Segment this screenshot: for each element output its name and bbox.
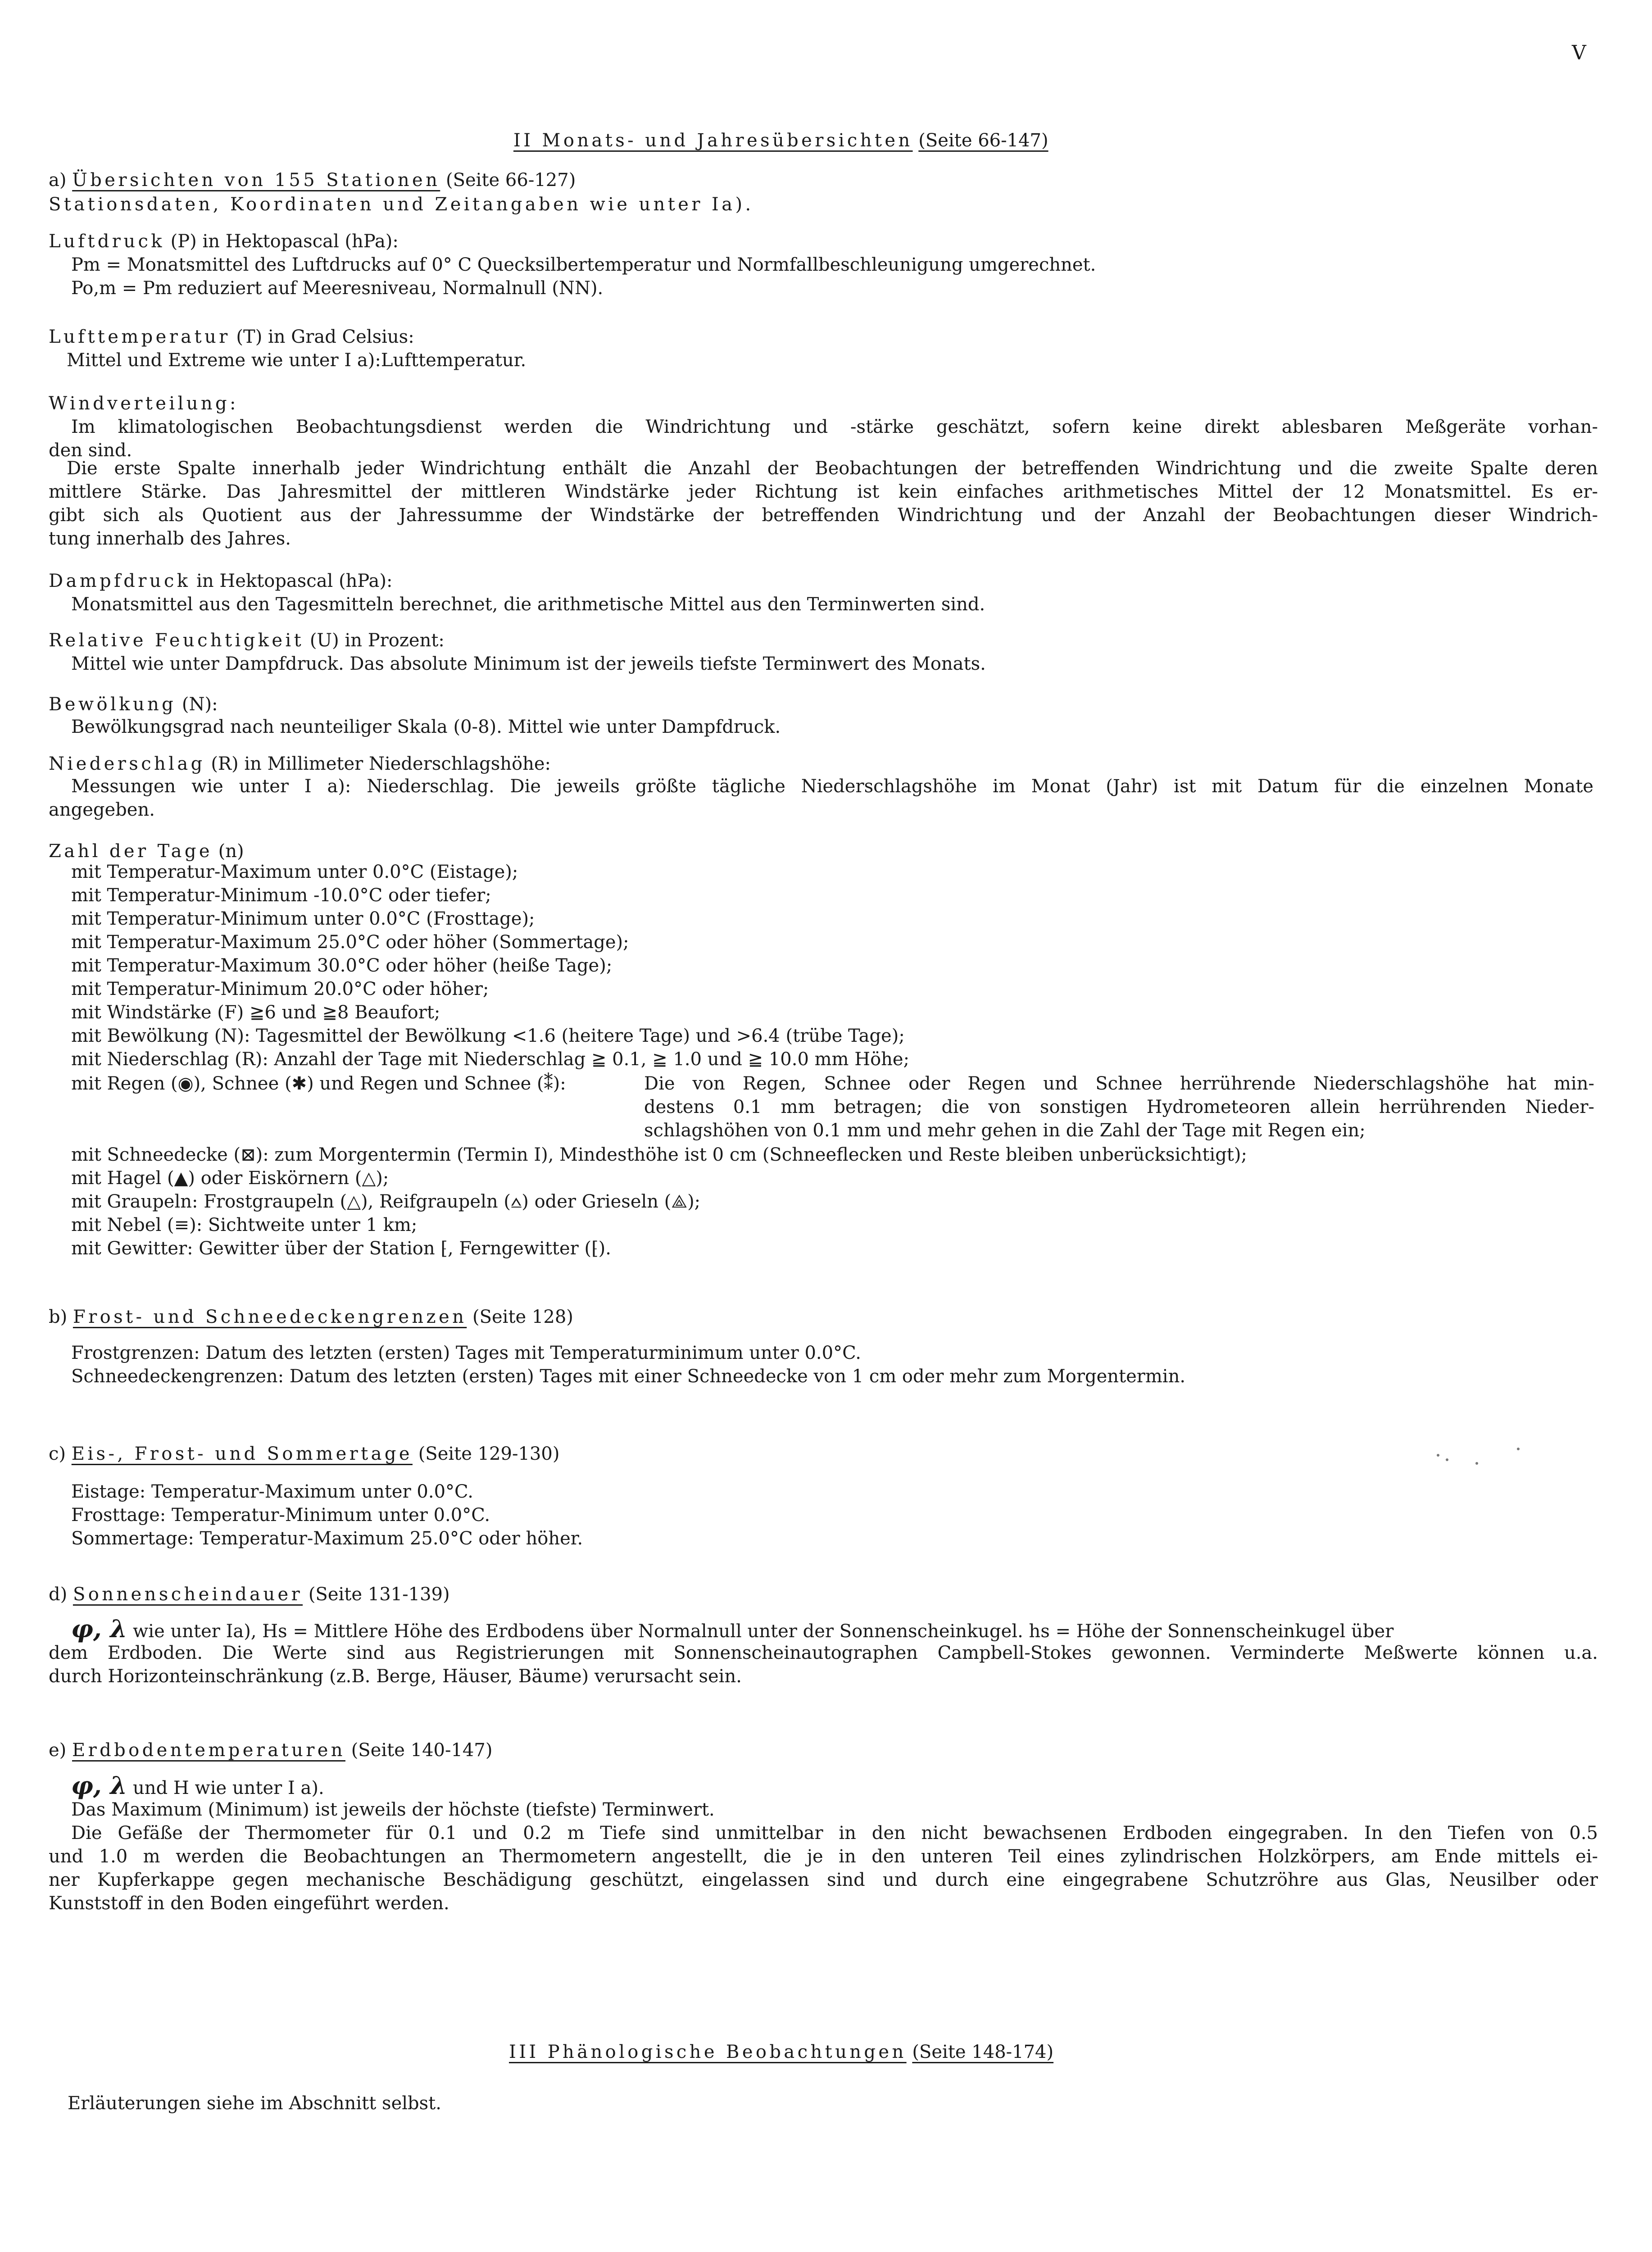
list-item: mit Schneedecke (⊠): zum Morgentermin (Termin I), Mindesthöhe ist 0 cm (Schneeflecken und Reste bleiben unberücksichtigt); [71,1144,1247,1165]
section-title: II Monats- und Jahresübersichten [513,130,913,151]
scan-speck [1446,1458,1448,1461]
list-item: mit Regen (◉), Schnee (✱) und Regen und Schnee (⁑): [71,1073,566,1094]
term-unit: (N): [182,694,218,715]
term-unit: (R) in Millimeter Niederschlagshöhe: [211,754,551,774]
subsection-title: Übersichten von 155 Stationen [72,170,440,191]
term-heading [49,752,551,776]
term-unit: in Hektopascal (hPa): [196,571,393,591]
paragraph-line: gibt sich als Quotient aus der Jahressumme der Windstärke der betreffenden Windrichtung und der Anzahl der Beobachtungen dieser Windrich- [49,505,1598,526]
term-label: Lufttemperatur [49,327,231,347]
subsection-title: Frost- und Schneedeckengrenzen [73,1307,467,1327]
term-heading [49,840,244,863]
list-item: mit Windstärke (F) ≧6 und ≧8 Beaufort; [71,1002,440,1023]
term-label: Relative Feuchtigkeit [49,630,304,651]
scan-speck [1517,1448,1520,1450]
paragraph-line: destens 0.1 mm betragen; die von sonstigen Hydrometeoren allein herrührenden Nieder- [644,1097,1594,1117]
paragraph-line [71,1614,1394,1643]
list-item: mit Temperatur-Maximum unter 0.0°C (Eistage); [71,862,518,882]
paragraph-line: Bewölkungsgrad nach neunteiliger Skala (0-8). Mittel wie unter Dampfdruck. [71,717,781,737]
subsection-pages: (Seite 129-130) [418,1444,560,1464]
list-item: mit Temperatur-Minimum -10.0°C oder tiefer; [71,885,491,906]
paragraph-line: Monatsmittel aus den Tagesmitteln berechnet, die arithmetische Mittel aus den Terminwerten sind. [71,594,985,615]
paragraph-line: schlagshöhen von 0.1 mm und mehr gehen in die Zahl der Tage mit Regen ein; [644,1120,1366,1141]
paragraph-line: dem Erdboden. Die Werte sind aus Registrierungen mit Sonnenscheinautographen Campbell-Stokes gewonnen. Verminderte Meßwerte können u.a. [49,1643,1598,1663]
symbols-phi-lambda: φ, λ [71,1771,127,1800]
term-heading [49,569,392,593]
subsection-pages: (Seite 128) [472,1307,573,1327]
paragraph-line: Frosttage: Temperatur-Minimum unter 0.0°C. [71,1505,490,1526]
paragraph-line: Die Gefäße der Thermometer für 0.1 und 0.2 m Tiefe sind unmittelbar in den nicht bewachsenen Erdboden eingegraben. In den Tiefen von 0.5 [71,1823,1598,1843]
subsection-heading-b [49,1305,573,1329]
term-label: Luftdruck [49,231,165,252]
subsection-pages: (Seite 140-147) [351,1740,493,1761]
list-item: mit Hagel (▲) oder Eiskörnern (△); [71,1168,389,1189]
paragraph-line: und 1.0 m werden die Beobachtungen an Thermometern angestellt, die je in den unteren Teil eines zylindrischen Holzkörpers, am Ende mittels ei- [49,1846,1598,1867]
list-item: mit Bewölkung (N): Tagesmittel der Bewölkung <1.6 (heitere Tage) und >6.4 (trübe Tage); [71,1026,905,1046]
list-item: mit Nebel (≡): Sichtweite unter 1 km; [71,1215,418,1235]
paragraph-line: Das Maximum (Minimum) ist jeweils der höchste (tiefste) Terminwert. [71,1799,715,1820]
paragraph-line: Mittel wie unter Dampfdruck. Das absolute Minimum ist der jeweils tiefste Terminwert des Monats. [71,654,986,674]
paragraph-line: ner Kupferkappe gegen mechanische Beschädigung geschützt, eingelassen sind und durch eine eingegrabene Schutzröhre aus Glas, Neusilber oder [49,1870,1598,1890]
term-label: Bewölkung [49,694,177,715]
term-heading [49,629,445,652]
page-number: V [1572,41,1586,64]
paragraph-line: Die erste Spalte innerhalb jeder Windrichtung enthält die Anzahl der Beobachtungen der betreffenden Windrichtung und die zweite Spalte deren [67,458,1598,479]
paragraph-line: Po,m = Pm reduziert auf Meeresniveau, Normalnull (NN). [71,278,604,299]
paragraph-line: Die von Regen, Schnee oder Regen und Schnee herrührende Niederschlagshöhe hat min- [644,1073,1594,1094]
section-heading [513,129,1048,152]
subsection-heading-d [49,1583,450,1606]
paragraph-line: tung innerhalb des Jahres. [49,528,291,549]
paragraph-line: Schneedeckengrenzen: Datum des letzten (ersten) Tages mit einer Schneedecke von 1 cm oder mehr zum Morgentermin. [71,1366,1186,1387]
subsection-prefix: d) [49,1584,68,1605]
paragraph-text: wie unter Ia), Hs = Mittlere Höhe des Erdbodens über Normalnull unter der Sonnenscheinkugel. hs = Höhe der Sonnenscheinkugel über [133,1621,1394,1642]
paragraph-line: Kunststoff in den Boden eingeführt werden. [49,1893,449,1914]
paragraph-line: Im klimatologischen Beobachtungsdienst werden die Windrichtung und -stärke geschätzt, sofern keine direkt ablesbaren Meßgeräte vorhan- [71,417,1598,437]
list-item: mit Niederschlag (R): Anzahl der Tage mit Niederschlag ≧ 0.1, ≧ 1.0 und ≧ 10.0 mm Höhe; [71,1049,910,1070]
term-heading [49,693,218,716]
subsection-title: Erdbodentemperaturen [72,1740,345,1761]
term-heading [49,230,399,253]
paragraph-line: angegeben. [49,799,155,820]
paragraph-line: Pm = Monatsmittel des Luftdrucks auf 0° C Quecksilbertemperatur und Normfallbeschleunigung umgerechnet. [71,254,1096,275]
list-item: mit Temperatur-Minimum 20.0°C oder höher; [71,979,489,999]
term-unit: (P) in Hektopascal (hPa): [170,231,399,252]
paragraph-line: den sind. [49,440,132,461]
paragraph-line: durch Horizonteinschränkung (z.B. Berge, Häuser, Bäume) verursacht sein. [49,1666,742,1687]
paragraph-line: Messungen wie unter I a): Niederschlag. Die jeweils größte tägliche Niederschlagshöhe im Monat (Jahr) ist mit Datum für die einzelnen Monate [71,776,1593,797]
paragraph-line: Stationsdaten, Koordinaten und Zeitangaben wie unter Ia). [49,194,754,215]
paragraph-line: Eistage: Temperatur-Maximum unter 0.0°C. [71,1481,473,1502]
section-pages: (Seite 148-174) [912,2042,1054,2062]
paragraph-line: mittlere Stärke. Das Jahresmittel der mittleren Windstärke jeder Richtung ist kein einfaches arithmetisches Mittel der 12 Monatsmittel. Es er- [49,481,1598,502]
subsection-heading-a [49,168,576,192]
scan-speck [1437,1454,1439,1457]
section-heading [509,2040,1053,2064]
subsection-title: Sonnenscheindauer [73,1584,303,1605]
subsection-pages: (Seite 66-127) [446,170,576,191]
subsection-title: Eis-, Frost- und Sommertage [71,1444,413,1464]
symbols-phi-lambda: φ, λ [71,1614,127,1643]
subsection-prefix: a) [49,170,67,191]
subsection-prefix: e) [49,1740,67,1761]
term-label: Niederschlag [49,754,205,774]
term-unit: (U) in Prozent: [309,630,445,651]
paragraph-line: Sommertage: Temperatur-Maximum 25.0°C oder höher. [71,1528,583,1549]
list-item: mit Gewitter: Gewitter über der Station ⁅, Ferngewitter (⁅). [71,1238,612,1259]
term-heading [49,325,414,349]
subsection-heading-c [49,1442,559,1466]
list-item: mit Temperatur-Maximum 30.0°C oder höher (heiße Tage); [71,955,613,976]
term-label: Zahl der Tage [49,841,213,862]
section-title: III Phänologische Beobachtungen [509,2042,907,2062]
list-item: mit Temperatur-Minimum unter 0.0°C (Frosttage); [71,908,535,929]
subsection-heading-e [49,1739,492,1762]
list-item: mit Graupeln: Frostgraupeln (△), Reifgraupeln (⩟) oder Grieseln (⟁); [71,1191,701,1212]
section-pages: (Seite 66-147) [918,130,1048,151]
subsection-prefix: b) [49,1307,68,1327]
term-unit: (T) in Grad Celsius: [236,327,414,347]
subsection-prefix: c) [49,1444,66,1464]
paragraph-line: Frostgrenzen: Datum des letzten (ersten) Tages mit Temperaturminimum unter 0.0°C. [71,1343,861,1363]
term-unit: (n) [218,841,244,862]
term-label: Dampfdruck [49,571,191,591]
paragraph-line: Erläuterungen siehe im Abschnitt selbst. [68,2093,441,2114]
list-item: mit Temperatur-Maximum 25.0°C oder höher (Sommertage); [71,932,629,953]
paragraph-text: und H wie unter I a). [133,1778,324,1798]
subsection-pages: (Seite 131-139) [308,1584,450,1605]
term-heading: Windverteilung: [49,393,239,414]
scan-speck [1475,1462,1478,1465]
paragraph-line [71,1771,324,1800]
paragraph-line: Mittel und Extreme wie unter I a):Lufttemperatur. [67,350,526,371]
